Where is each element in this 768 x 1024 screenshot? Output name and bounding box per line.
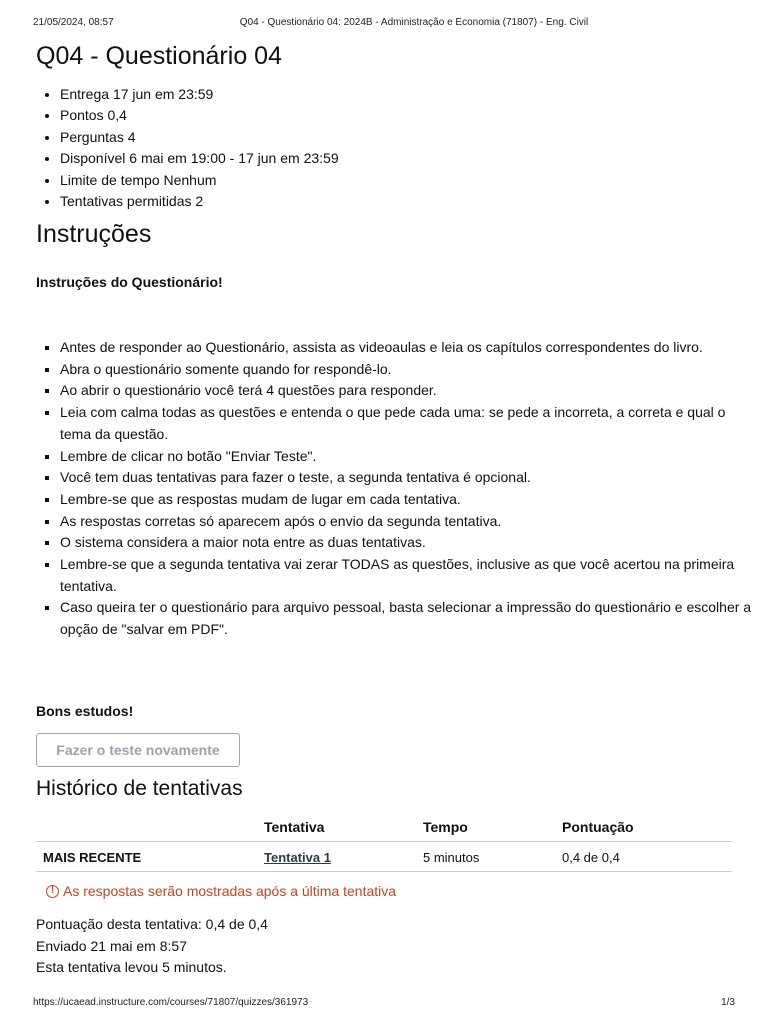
detail-available [60, 148, 339, 169]
quiz-details-list [36, 84, 339, 212]
attempt-time: 5 minutos [423, 842, 562, 872]
column-header-label [36, 812, 264, 842]
instruction-item: ▪ Ao abrir o questionário você terá 4 questões para responder. [60, 380, 760, 402]
table-row [36, 842, 732, 872]
warning-icon: ! [46, 885, 59, 898]
detail-label: Entrega [60, 86, 110, 102]
print-datetime: 21/05/2024, 08:57 [33, 17, 114, 28]
detail-label: Disponível [60, 150, 126, 167]
summary-score: Pontuação desta tentativa: 0,4 de 0,4 [36, 916, 268, 932]
instruction-item: ▪ Caso queira ter o questionário para arquivo pessoal, basta selecionar a impressão do questionário e escolher a opção de "salvar em PDF". [60, 597, 760, 640]
instruction-item: ▪ Lembre-se que a segunda tentativa vai zerar TODAS as questões, inclusive as que você acertou na primeira tentativa. [60, 554, 760, 597]
instructions-list [36, 337, 760, 641]
detail-value: 6 mai em 19:00 - 17 jun em 23:59 [129, 150, 339, 167]
print-url: https://ucaead.instructure.com/courses/71807/quizzes/361973 [33, 997, 309, 1008]
attempt-score: 0,4 de 0,4 [562, 842, 732, 872]
detail-value: Nenhum [163, 171, 217, 188]
instruction-item: ▪ As respostas corretas só aparecem após o envio da segunda tentativa. [60, 511, 760, 533]
detail-due [60, 84, 339, 105]
table-header-row [36, 812, 732, 842]
answers-notice [46, 883, 396, 899]
closing-text: Bons estudos! [36, 703, 134, 719]
summary-submitted: Enviado 21 mai em 8:57 [36, 937, 187, 954]
attempt-history-heading: Histórico de tentativas [36, 777, 243, 800]
detail-value: 2 [195, 193, 204, 210]
print-header [33, 17, 735, 31]
page-number: 1/3 [721, 997, 735, 1008]
instruction-item: ▪ Lembre-se que as respostas mudam de lugar em cada tentativa. [60, 489, 760, 511]
instruction-item: ▪ Abra o questionário somente quando for respondê-lo. [60, 359, 760, 381]
detail-label: Pontos [60, 107, 104, 124]
retake-quiz-button[interactable]: Fazer o teste novamente [36, 733, 240, 767]
instruction-item: ▪ Leia com calma todas as questões e entenda o que pede cada uma: se pede a incorreta, a correta e qual o tema da questão. [60, 402, 760, 445]
instruction-item: ▪ O sistema considera a maior nota entre as duas tentativas. [60, 532, 760, 554]
detail-label: Limite de tempo [60, 171, 160, 188]
attempt-cell [264, 842, 423, 872]
detail-points [60, 105, 339, 126]
instruction-item: ▪ Lembre de clicar no botão "Enviar Teste". [60, 446, 760, 468]
column-header-time: Tempo [423, 812, 562, 842]
detail-value: 17 jun em 23:59 [112, 86, 214, 102]
column-header-attempt: Tentativa [264, 812, 423, 842]
summary-duration: Esta tentativa levou 5 minutos. [36, 959, 227, 975]
detail-label: Perguntas [60, 128, 124, 145]
attempt-label: MAIS RECENTE [36, 842, 264, 872]
notice-text: As respostas serão mostradas após a última tentativa [63, 883, 397, 899]
detail-label: Tentativas permitidas [60, 193, 192, 210]
instructions-subtitle: Instruções do Questionário! [36, 274, 223, 290]
instructions-heading: Instruções [36, 220, 152, 248]
attempt-summary [36, 914, 268, 979]
instruction-item: ▪ Você tem duas tentativas para fazer o teste, a segunda tentativa é opcional. [60, 467, 760, 489]
attempt-link[interactable]: Tentativa 1 [264, 849, 331, 865]
detail-questions [60, 127, 339, 148]
column-header-score: Pontuação [562, 812, 732, 842]
detail-attempts [60, 191, 339, 212]
instruction-item: ▪ Antes de responder ao Questionário, assista as videoaulas e leia os capítulos correspondentes do livro. [60, 337, 760, 359]
print-doc-title: Q04 - Questionário 04: 2024B - Administração e Economia (71807) - Eng. Civil [239, 17, 589, 28]
attempt-history-table [36, 812, 732, 872]
detail-time-limit [60, 170, 339, 191]
detail-value: 4 [127, 128, 136, 145]
page-title: Q04 - Questionário 04 [36, 42, 282, 70]
detail-value: 0,4 [107, 107, 127, 124]
